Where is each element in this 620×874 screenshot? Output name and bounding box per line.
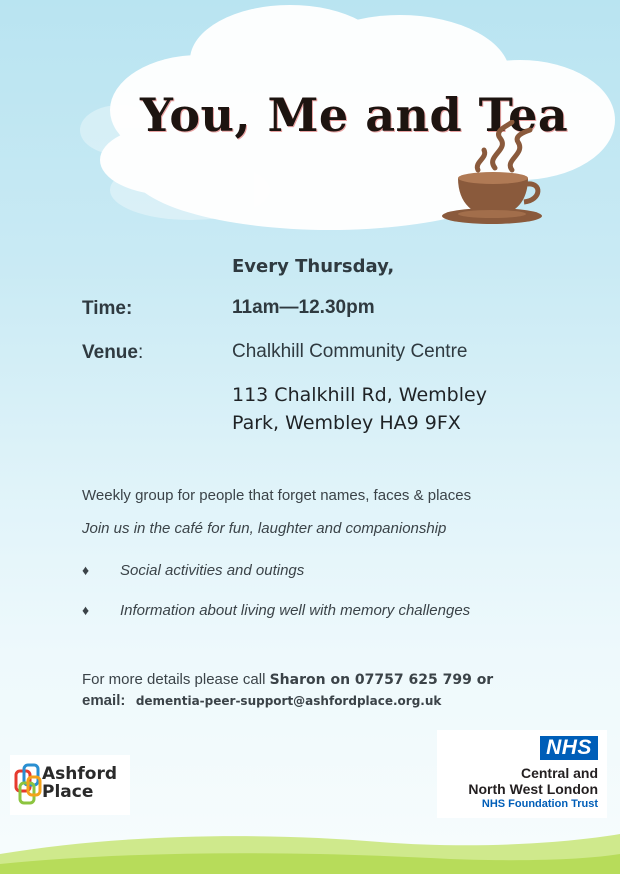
nhs-trust-name: NHS Foundation Trust xyxy=(481,798,598,810)
email-address-link[interactable]: dementia-peer-support@ashfordplace.org.uk xyxy=(135,694,442,708)
event-title: You, Me and Tea xyxy=(140,88,569,142)
venue-label-text: Venue xyxy=(82,342,138,363)
bullet-item xyxy=(82,602,470,619)
description-line-2: Join us in the café for fun, laughter and companionship xyxy=(82,520,447,537)
time-value: 11am—12.30pm xyxy=(232,297,375,318)
contact-prefix: For more details please call xyxy=(82,671,270,688)
bullet-text: Information about living well with memory challenges xyxy=(120,602,471,619)
diamond-bullet-icon: ♦ xyxy=(82,602,90,618)
bullet-item xyxy=(82,562,304,579)
nhs-badge xyxy=(540,736,598,760)
time-label: Time: xyxy=(82,298,133,319)
ashford-logo-line-2: Place xyxy=(42,782,94,802)
teacup-icon xyxy=(430,120,545,230)
address-line-2: Park, Wembley HA9 9FX xyxy=(232,412,461,434)
nhs-badge-text: NHS xyxy=(546,736,592,759)
diamond-bullet-icon: ♦ xyxy=(82,562,90,578)
nhs-org-line-2: North West London xyxy=(468,781,598,797)
email-label: email: xyxy=(82,692,126,709)
description-line-1: Weekly group for people that forget names, faces & places xyxy=(82,487,472,504)
venue-label-colon: : xyxy=(137,342,144,363)
ashford-logo-line-1: Ashford xyxy=(42,764,118,784)
venue-value: Chalkhill Community Centre xyxy=(232,341,468,362)
bullet-text: Social activities and outings xyxy=(120,562,305,579)
venue-address xyxy=(232,381,592,437)
address-line-1: 113 Chalkhill Rd, Wembley xyxy=(232,384,487,406)
grass-hill-decoration xyxy=(0,804,620,874)
schedule-day: Every Thursday, xyxy=(232,256,395,277)
nhs-org-line-1: Central and xyxy=(520,765,598,781)
email-line xyxy=(82,692,441,710)
venue-label xyxy=(82,342,143,364)
contact-phone: Sharon on 07757 625 799 or xyxy=(269,672,494,688)
contact-line xyxy=(82,671,493,688)
